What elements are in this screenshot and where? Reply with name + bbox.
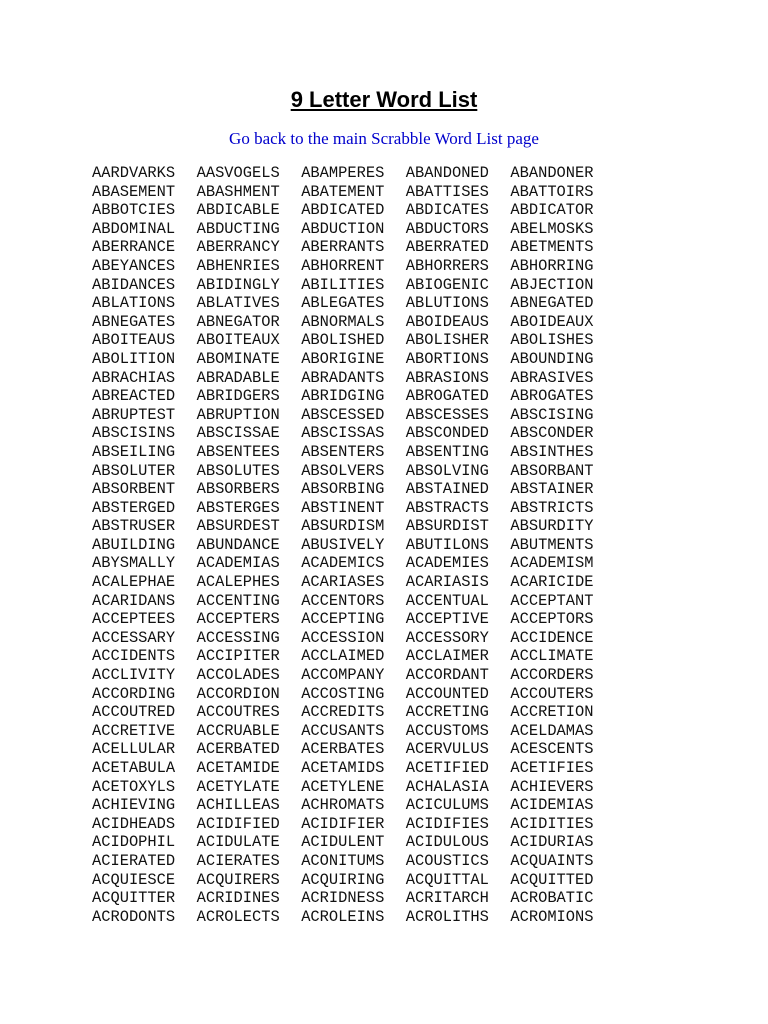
word-row [92,647,615,666]
word-item: ABATEMENT [301,182,385,201]
word-item: ABDUCTORS [405,219,489,238]
word-item: ACCEPTORS [510,610,594,629]
word-item: ACCEPTERS [196,610,280,629]
word-item: ABNEGATED [510,294,594,313]
word-item: ACHALASIA [405,777,489,796]
word-item: ABNORMALS [301,312,385,331]
word-row [92,666,615,685]
word-item: ACIDIFIER [301,814,385,833]
word-item: ACQUITTAL [405,870,489,889]
word-item: ABRADANTS [301,368,385,387]
word-item: ACETABULA [92,759,176,777]
word-item: ABORTIONS [405,349,489,368]
word-item: ACIDITIES [510,814,594,833]
word-item: ABDUCTION [301,219,385,238]
word-item: ACCOUNTED [405,684,489,703]
word-item: ACHROMATS [301,796,385,815]
word-item: ACCOUTRES [196,703,280,722]
word-item: ABSCISSAS [301,424,385,443]
word-item: ABYSMALLY [92,554,176,573]
word-item: ACRIDINES [196,889,280,908]
word-item: ABIDINGLY [196,275,280,294]
word-row [92,740,615,759]
word-item: ACCUSANTS [301,721,385,740]
word-row [92,536,615,555]
word-item: ABRADABLE [196,368,280,387]
word-row [92,703,615,722]
word-item: ABSTAINER [510,480,594,499]
word-item: ACCORDING [92,684,176,703]
word-item: ACADEMIAS [196,554,280,573]
word-item: ACCOLADES [196,666,280,685]
word-item: ACCLIVITY [92,666,176,685]
word-item: ABRUPTEST [92,405,176,424]
word-item: ACETYLENE [301,777,385,796]
word-item: ABSOLVERS [301,461,385,480]
word-item: ABASHMENT [196,182,280,201]
word-item: ACROLEINS [301,907,385,926]
word-item: ACARIASES [301,573,385,592]
word-item: ACCEPTIVE [405,610,489,629]
word-item: ABHENRIES [196,256,280,275]
word-item: ABSCISSAE [196,424,280,443]
word-item: ABREACTED [92,387,176,406]
word-item: ACCRUABLE [196,721,280,740]
word-item: ACARIDANS [92,591,176,610]
word-row [92,387,615,406]
word-item: ABSTRICTS [510,498,594,517]
word-item: ABOLITION [92,349,176,368]
word-row [92,480,615,499]
word-row [92,833,615,852]
word-row [92,871,615,890]
word-item: ACROLITHS [405,907,489,926]
word-item: ABERRATED [405,238,489,257]
word-row [92,908,615,927]
word-item: ACCRETIVE [92,721,176,740]
word-item: ABDICABLE [196,201,280,220]
word-item: ABSORBENT [92,480,176,499]
word-row [92,889,615,908]
word-item: ACETIFIES [510,759,594,777]
word-item: ABSURDITY [510,517,594,536]
word-item: ABERRANCE [92,238,176,257]
word-item: ABELMOSKS [510,219,594,238]
word-row [92,592,615,611]
word-row [92,238,615,257]
word-row [92,164,615,183]
word-item: ACCLIMATE [510,647,594,666]
word-item: ABATTOIRS [510,182,594,201]
word-item: ABIOGENIC [405,275,489,294]
word-item: ABUTILONS [405,535,489,554]
word-item: ACIDULATE [196,833,280,852]
word-item: ACROLECTS [196,907,280,926]
word-item: ABRACHIAS [92,368,176,387]
page-title: 9 Letter Word List [290,87,478,112]
word-row [92,554,615,573]
word-item: ABOITEAUS [92,331,176,350]
word-item: ACCIDENTS [92,647,176,666]
word-item: ACIDULOUS [405,833,489,852]
word-item: ABSCISINS [92,424,176,443]
word-item: ACQUIRING [301,870,385,889]
word-item: ABETMENTS [510,238,594,257]
word-item: ABOITEAUX [196,331,280,350]
word-row [92,443,615,462]
word-item: ABUNDANCE [196,535,280,554]
word-item: ACIERATES [196,851,280,870]
word-item: ABNEGATOR [196,312,280,331]
word-item: ACCRETING [405,703,489,722]
word-item: ACCOSTING [301,684,385,703]
word-item: ACARICIDE [510,573,594,592]
word-row [92,369,615,388]
word-item: ACELDAMAS [510,721,594,740]
word-item: ABATTISES [405,182,489,201]
word-item: ACESCENTS [510,740,594,759]
word-item: ABSCONDED [405,424,489,443]
word-row [92,796,615,815]
word-item: ACCORDANT [405,666,489,685]
word-item: ABSENTERS [301,442,385,461]
word-item: ABBOTCIES [92,201,176,220]
back-to-word-list-link[interactable]: Go back to the main Scrabble Word List page [229,129,539,148]
word-row [92,406,615,425]
word-row [92,815,615,834]
word-item: ACCESSION [301,628,385,647]
word-item: ABSCISING [510,405,594,424]
word-item: ACCESSARY [92,628,176,647]
word-item: ABOLISHER [405,331,489,350]
word-item: ABSCESSES [405,405,489,424]
word-item: ACIDEMIAS [510,796,594,815]
word-item: ABILITIES [301,275,385,294]
word-item: ABOUNDING [510,349,594,368]
word-row [92,276,615,295]
word-item: ACCEPTING [301,610,385,629]
word-item: ACALEPHAE [92,573,176,592]
word-item: ACCOUTRED [92,703,176,722]
word-item: ACRIDNESS [301,889,385,908]
word-item: ABEYANCES [92,256,176,275]
word-list [92,164,615,926]
word-item: ABDICATES [405,201,489,220]
word-row [92,499,615,518]
word-item: ACADEMISM [510,554,594,573]
word-row [92,517,615,536]
word-item: ACCESSING [196,628,280,647]
word-item: ACQUIRERS [196,870,280,889]
word-item: ACADEMICS [301,554,385,573]
word-row [92,759,615,778]
word-item: ABSURDISM [301,517,385,536]
word-item: ABDICATOR [510,201,594,220]
word-item: ABRUPTION [196,405,280,424]
word-item: ABSCONDER [510,424,594,443]
word-item: ACOUSTICS [405,851,489,870]
word-item: ACALEPHES [196,573,280,592]
word-item: ACETAMIDS [301,759,385,777]
word-item: ABSENTING [405,442,489,461]
word-item: ABDICATED [301,201,385,220]
word-item: ABHORRERS [405,256,489,275]
word-row [92,220,615,239]
word-item: ACETAMIDE [196,759,280,777]
word-item: ABUSIVELY [301,535,385,554]
word-item: ACCREDITS [301,703,385,722]
word-item: ACCESSORY [405,628,489,647]
word-item: ABSTERGED [92,498,176,517]
word-item: ACADEMIES [405,554,489,573]
word-item: ABANDONED [405,164,489,182]
word-item: ACHILLEAS [196,796,280,815]
word-item: ABSORBING [301,480,385,499]
word-item: ABSCESSED [301,405,385,424]
word-item: ACCORDERS [510,666,594,685]
word-item: ACERVULUS [405,740,489,759]
word-item: ACETOXYLS [92,777,176,796]
word-item: ACERBATES [301,740,385,759]
word-item: ACRITARCH [405,889,489,908]
word-item: AASVOGELS [196,164,280,182]
word-item: AARDVARKS [92,164,176,182]
word-row [92,183,615,202]
word-item: ABSTINENT [301,498,385,517]
word-item: ACIDOPHIL [92,833,176,852]
word-item: ABSTERGES [196,498,280,517]
word-row [92,462,615,481]
word-row [92,629,615,648]
word-item: ABSINTHES [510,442,594,461]
word-item: ACRODONTS [92,907,176,926]
word-item: ABROGATED [405,387,489,406]
word-item: ABOLISHES [510,331,594,350]
word-item: ACCIDENCE [510,628,594,647]
word-item: ABSORBERS [196,480,280,499]
word-item: ACIDHEADS [92,814,176,833]
word-item: ACELLULAR [92,740,176,759]
word-item: ABOIDEAUS [405,312,489,331]
word-item: ACCENTORS [301,591,385,610]
word-item: ACHIEVERS [510,777,594,796]
word-item: ACCORDION [196,684,280,703]
word-item: ABORIGINE [301,349,385,368]
word-item: ABOIDEAUX [510,312,594,331]
word-item: ABNEGATES [92,312,176,331]
word-item: ABANDONER [510,164,594,182]
word-item: ACETIFIED [405,759,489,777]
word-item: ABLUTIONS [405,294,489,313]
word-item: ABDUCTING [196,219,280,238]
word-item: ABLEGATES [301,294,385,313]
word-item: ACIDULENT [301,833,385,852]
word-item: ABSOLUTES [196,461,280,480]
word-item: ABSOLUTER [92,461,176,480]
word-item: ACROMIONS [510,907,594,926]
word-item: ABUILDING [92,535,176,554]
word-row [92,424,615,443]
word-item: ACCLAIMED [301,647,385,666]
word-item: ACERBATED [196,740,280,759]
word-item: ABOLISHED [301,331,385,350]
word-row [92,778,615,797]
word-item: ABERRANCY [196,238,280,257]
word-item: ACIDURIAS [510,833,594,852]
word-item: ABSURDEST [196,517,280,536]
word-row [92,722,615,741]
word-item: ABIDANCES [92,275,176,294]
word-item: ACCENTING [196,591,280,610]
word-item: ABHORRING [510,256,594,275]
word-item: ACROBATIC [510,889,594,908]
word-item: ABSOLVING [405,461,489,480]
word-item: ABRASIONS [405,368,489,387]
word-item: ACONITUMS [301,851,385,870]
word-item: ACETYLATE [196,777,280,796]
word-item: ACCEPTEES [92,610,176,629]
word-item: ACCRETION [510,703,594,722]
word-item: ABSURDIST [405,517,489,536]
word-item: ACQUAINTS [510,851,594,870]
word-item: ABAMPERES [301,164,385,182]
word-item: ABROGATES [510,387,594,406]
word-row [92,610,615,629]
word-item: ACCOMPANY [301,666,385,685]
word-item: ACQUITTED [510,870,594,889]
word-item: ACQUIESCE [92,870,176,889]
word-item: ACCEPTANT [510,591,594,610]
word-item: ABRIDGING [301,387,385,406]
word-row [92,331,615,350]
word-item: ACCENTUAL [405,591,489,610]
word-item: ABERRANTS [301,238,385,257]
word-item: ABSTRUSER [92,517,176,536]
word-item: ACHIEVING [92,796,176,815]
word-item: ACCOUTERS [510,684,594,703]
word-item: ABSEILING [92,442,176,461]
word-row [92,350,615,369]
word-item: ABASEMENT [92,182,176,201]
word-row [92,852,615,871]
word-item: ACCLAIMER [405,647,489,666]
word-item: ABJECTION [510,275,594,294]
word-item: ABLATIONS [92,294,176,313]
word-item: ABUTMENTS [510,535,594,554]
word-item: ABHORRENT [301,256,385,275]
word-item: ACCUSTOMS [405,721,489,740]
word-item: ABLATIVES [196,294,280,313]
word-row [92,257,615,276]
word-row [92,573,615,592]
word-item: ABRIDGERS [196,387,280,406]
word-item: ABSORBANT [510,461,594,480]
word-row [92,201,615,220]
word-item: ACARIASIS [405,573,489,592]
word-row [92,685,615,704]
word-row [92,313,615,332]
word-item: ACIDIFIED [196,814,280,833]
word-item: ABOMINATE [196,349,280,368]
word-item: ABSTAINED [405,480,489,499]
word-item: ABRASIVES [510,368,594,387]
word-item: ACQUITTER [92,889,176,908]
word-item: ABSTRACTS [405,498,489,517]
word-item: ABSENTEES [196,442,280,461]
word-item: ACCIPITER [196,647,280,666]
word-item: ACIDIFIES [405,814,489,833]
word-item: ACICULUMS [405,796,489,815]
word-item: ABDOMINAL [92,219,176,238]
word-item: ACIERATED [92,851,176,870]
word-row [92,294,615,313]
